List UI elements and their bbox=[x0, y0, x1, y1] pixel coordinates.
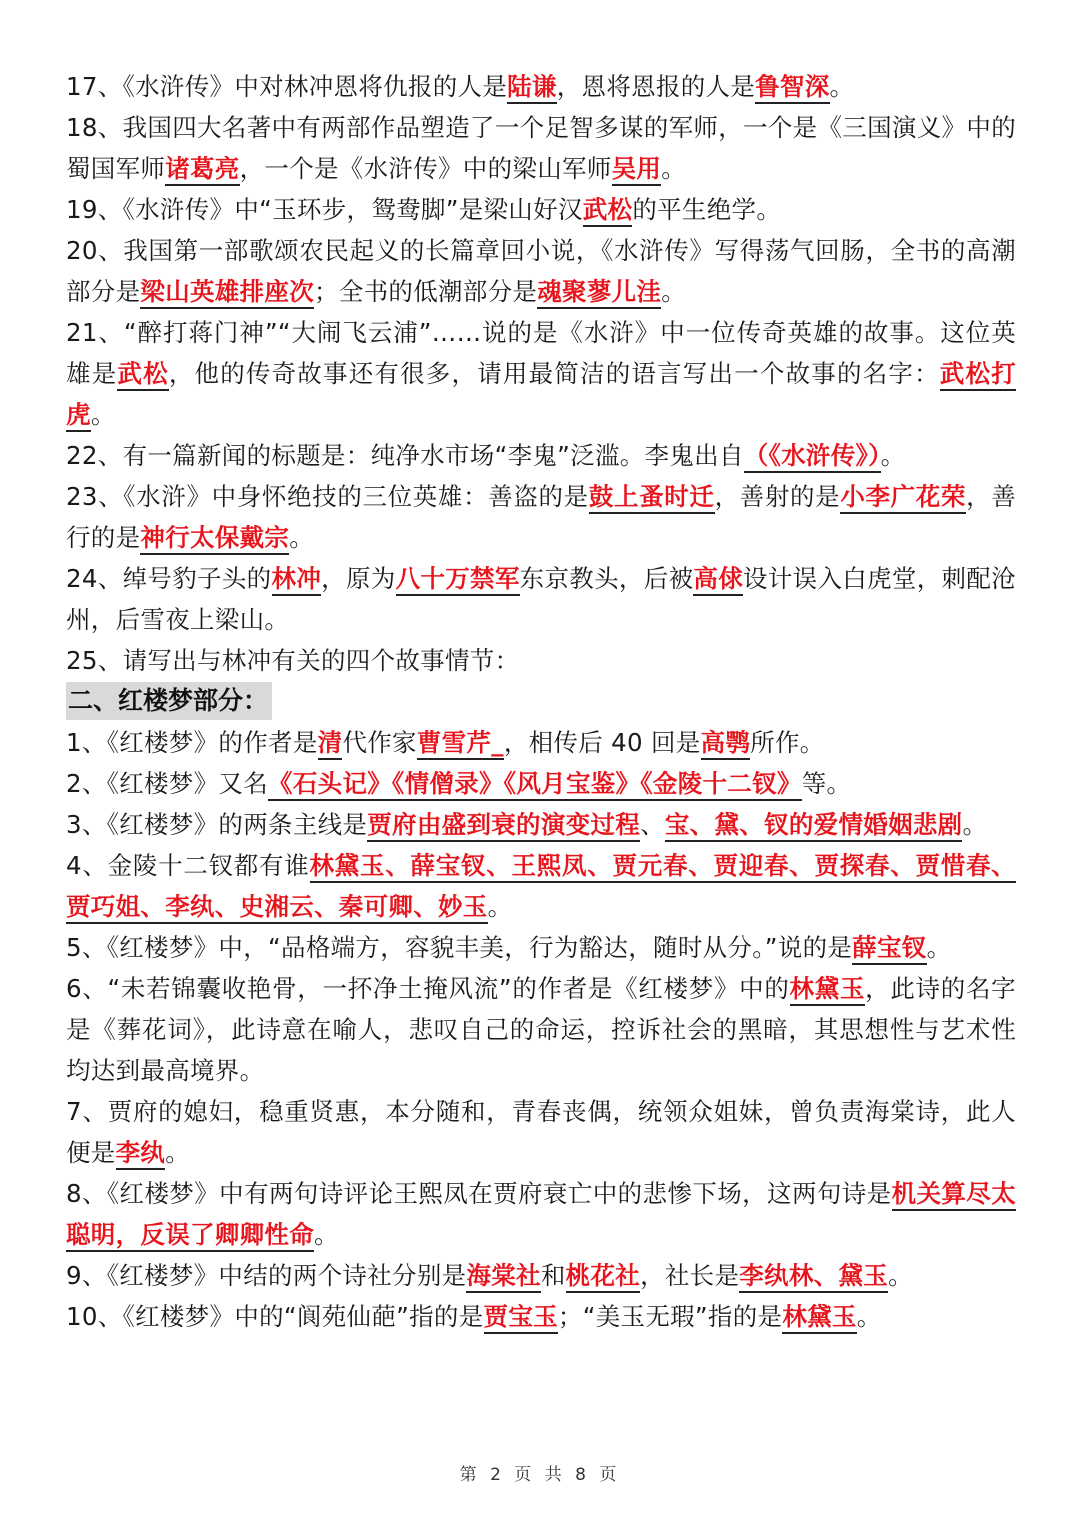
question-text: 。 bbox=[829, 72, 855, 101]
answer-text: 魂聚蓼儿洼 bbox=[537, 277, 661, 309]
question-item bbox=[66, 640, 1016, 681]
answer-text: 高俅 bbox=[693, 564, 743, 596]
question-text: 。 bbox=[90, 400, 116, 429]
question-text: 9、《红楼梦》中结的两个诗社分别是 bbox=[66, 1261, 467, 1290]
question-item bbox=[66, 312, 1016, 435]
answer-text: 林黛玉 bbox=[790, 974, 866, 1006]
question-text: 2、《红楼梦》又名 bbox=[66, 769, 269, 798]
question-item bbox=[66, 1296, 1016, 1337]
question-text: ，善行的是 bbox=[66, 482, 1017, 552]
question-text: 22、有一篇新闻的标题是：纯净水市场“李鬼”泛滥。李鬼出自 bbox=[66, 441, 744, 470]
answer-text: 吴用 bbox=[612, 154, 662, 186]
question-item bbox=[66, 558, 1016, 640]
answer-text: 海棠社 bbox=[466, 1261, 540, 1293]
section-title-hongloumeng: 二、红楼梦部分： bbox=[66, 682, 272, 720]
question-text: 、 bbox=[640, 810, 665, 839]
question-text: ；“美玉无瑕”指的是 bbox=[557, 1302, 783, 1331]
answer-text: 梁山英雄排座次 bbox=[140, 277, 314, 309]
answer-text: 鼓上蚤时迁 bbox=[589, 482, 715, 514]
answer-text: 贾府由盛到衰的演变过程 bbox=[367, 810, 640, 842]
question-text: 17、《水浒传》中对林冲恩将仇报的人是 bbox=[66, 72, 508, 101]
question-text: 等。 bbox=[801, 769, 852, 798]
question-text: 代作家 bbox=[342, 728, 417, 757]
question-text: 7、贾府的媳妇，稳重贤惠，本分随和，青春丧偶，统领众姐妹，曾负责海棠诗，此人便是 bbox=[66, 1097, 1016, 1167]
question-text: 10、《红楼梦》中的“阆苑仙葩”指的是 bbox=[66, 1302, 484, 1331]
question-item bbox=[66, 804, 1016, 845]
question-item bbox=[66, 189, 1016, 230]
question-text: 24、绰号豹子头的 bbox=[66, 564, 272, 593]
question-text: 25、请写出与林冲有关的四个故事情节： bbox=[66, 646, 520, 675]
answer-text: 贾宝玉 bbox=[484, 1302, 558, 1334]
answer-text: 薛宝钗 bbox=[852, 933, 926, 965]
question-text: 。 bbox=[661, 277, 687, 306]
question-text: 所作。 bbox=[750, 728, 825, 757]
question-item bbox=[66, 968, 1016, 1091]
answer-text: 鲁智深 bbox=[755, 72, 829, 104]
question-text: 。 bbox=[856, 1302, 882, 1331]
question-text: 23、《水浒》中身怀绝技的三位英雄：善盗的是 bbox=[66, 482, 589, 511]
question-text: 。 bbox=[165, 1138, 191, 1167]
question-text: 。 bbox=[888, 1261, 913, 1290]
question-item bbox=[66, 1091, 1016, 1173]
answer-text: 李纨 bbox=[116, 1138, 166, 1170]
question-text: 。 bbox=[314, 1220, 339, 1249]
answer-text: 神行太保戴宗 bbox=[140, 523, 289, 555]
question-item bbox=[66, 107, 1016, 189]
hongloumeng-questions-list bbox=[66, 722, 1016, 1337]
question-text: ，此诗的名字是《葬花词》，此诗意在喻人，悲叹自己的命运，控诉社会的黑暗，其思想性与艺术性均达到最高境界。 bbox=[66, 974, 1016, 1085]
question-text: 6、“未若锦囊收艳骨，一抔净土掩风流”的作者是《红楼梦》中的 bbox=[66, 974, 790, 1003]
answer-text: 高鹗 bbox=[701, 728, 751, 760]
answer-text: 桃花社 bbox=[566, 1261, 640, 1293]
shuihu-questions-list bbox=[66, 66, 1016, 681]
answer-text: 陆谦 bbox=[507, 72, 557, 104]
question-text: 1、《红楼梦》的作者是 bbox=[66, 728, 318, 757]
question-text: 20、我国第一部歌颂农民起义的长篇章回小说，《水浒传》写得荡气回肠，全书的高潮部分是 bbox=[66, 236, 1016, 306]
question-item bbox=[66, 435, 1016, 476]
answer-text: 林冲 bbox=[272, 564, 322, 596]
question-text: ，相传后 40 回是 bbox=[503, 728, 701, 757]
question-text: 19、《水浒传》中“玉环步，鸳鸯脚”是梁山好汉 bbox=[66, 195, 583, 224]
answer-text: 曹雪芹_ bbox=[417, 728, 504, 760]
question-text: 21、“醉打蒋门神”“大闹飞云浦”……说的是《水浒》中一位传奇英雄的故事。这位英雄是 bbox=[66, 318, 1016, 388]
question-item bbox=[66, 927, 1016, 968]
answer-text: 林黛玉、薛宝钗、王熙凤、贾元春、贾迎春、贾探春、贾惜春、贾巧姐、李纨、史湘云、秦可卿、妙玉 bbox=[66, 851, 1016, 924]
question-item bbox=[66, 763, 1016, 804]
question-text: 。 bbox=[289, 523, 315, 552]
question-text: 。 bbox=[487, 892, 513, 921]
answer-text: （《水浒传》） bbox=[744, 441, 881, 473]
question-text: ，社长是 bbox=[640, 1261, 740, 1290]
question-item bbox=[66, 722, 1016, 763]
answer-text: 林黛玉 bbox=[782, 1302, 856, 1334]
answer-text: 诸葛亮 bbox=[165, 154, 239, 186]
question-item bbox=[66, 1255, 1016, 1296]
answer-text: 清 bbox=[318, 728, 343, 760]
question-text: ，恩将恩报的人是 bbox=[556, 72, 756, 101]
question-text: ，他的传奇故事还有很多，请用最简洁的语言写出一个故事的名字： bbox=[168, 359, 940, 388]
question-item bbox=[66, 845, 1016, 927]
question-text: 。 bbox=[661, 154, 687, 183]
question-item bbox=[66, 476, 1016, 558]
question-item bbox=[66, 1173, 1016, 1255]
document-page bbox=[66, 66, 1016, 1337]
question-text: 和 bbox=[540, 1261, 566, 1290]
question-item bbox=[66, 66, 1016, 107]
answer-text: 小李广花荣 bbox=[840, 482, 966, 514]
question-text: 4、金陵十二钗都有谁 bbox=[66, 851, 310, 880]
question-text: 8、《红楼梦》中有两句诗评论王熙凤在贾府衰亡中的悲惨下场，这两句诗是 bbox=[66, 1179, 892, 1208]
page-indicator: 第 2 页 共 8 页 bbox=[459, 1465, 621, 1485]
question-text: 18、我国四大名著中有两部作品塑造了一个足智多谋的军师，一个是《三国演义》中的蜀国军师 bbox=[66, 113, 1016, 183]
question-text: 。 bbox=[962, 810, 988, 839]
question-text: 东京教头，后被 bbox=[519, 564, 694, 593]
question-text: 3、《红楼梦》的两条主线是 bbox=[66, 810, 368, 839]
answer-text: 宝、黛、钗的爱情婚姻悲剧 bbox=[665, 810, 963, 842]
answer-text: 机关算尽太聪明，反误了卿卿性命 bbox=[66, 1179, 1016, 1252]
question-text: 的平生绝学。 bbox=[632, 195, 782, 224]
question-text: 。 bbox=[926, 933, 952, 962]
answer-text: 武松打虎 bbox=[66, 359, 1016, 432]
question-text: ，一个是《水浒传》中的梁山军师 bbox=[239, 154, 612, 183]
question-text: 设计误入白虎堂，刺配沧州，后雪夜上梁山。 bbox=[66, 564, 1016, 634]
answer-text: 武松 bbox=[583, 195, 633, 227]
answer-text: 八十万禁军 bbox=[396, 564, 520, 596]
question-text: ；全书的低潮部分是 bbox=[314, 277, 538, 306]
answer-text: 李纨林、黛玉 bbox=[739, 1261, 888, 1293]
answer-text: 武松 bbox=[117, 359, 168, 391]
question-text: ，善射的是 bbox=[714, 482, 841, 511]
question-text: ，原为 bbox=[321, 564, 396, 593]
question-item bbox=[66, 230, 1016, 312]
answer-text: 《石头记》《情僧录》《风月宝鉴》《金陵十二钗》 bbox=[268, 769, 802, 801]
question-text: 。 bbox=[880, 441, 906, 470]
question-text: 5、《红楼梦》中，“品格端方，容貌丰美，行为豁达，随时从分。”说的是 bbox=[66, 933, 853, 962]
